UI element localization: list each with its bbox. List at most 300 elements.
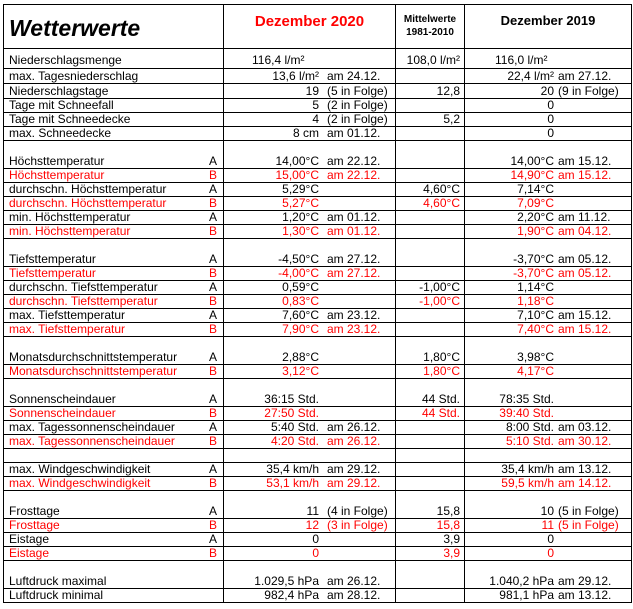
mean-value: 12,8 [436, 84, 460, 98]
current-note: am 27.12. [327, 252, 381, 266]
current-value-cell [224, 141, 396, 168]
empty-cell [396, 449, 465, 462]
label-cell [4, 239, 224, 266]
table-row [4, 309, 631, 323]
column-header-mean [396, 13, 464, 39]
mean-value: 1,80°C [423, 365, 460, 378]
mean-value-cell [396, 491, 465, 518]
label-cell [4, 365, 224, 378]
table-row [4, 547, 631, 561]
mean-value-cell [396, 239, 465, 266]
row-label: Frosttage [9, 504, 60, 518]
column-header-mean-line1: Mittelwerte [403, 14, 457, 25]
current-value-cell [224, 337, 396, 364]
previous-value-cell [465, 463, 631, 476]
previous-note: am 29.12. [558, 574, 612, 588]
previous-value: 0 [547, 533, 554, 546]
label-cell [4, 421, 224, 434]
page-title: Wetterwerte [9, 15, 141, 41]
current-note: am 01.12. [327, 225, 381, 238]
previous-value: 2,20°C [517, 211, 554, 224]
previous-value-cell [465, 84, 631, 98]
current-value-cell [224, 99, 396, 112]
mean-value: -1,00°C [419, 295, 460, 308]
table-row [4, 477, 631, 491]
mean-value-cell [396, 589, 465, 602]
previous-value-cell [465, 533, 631, 546]
row-label: durchschn. Tiefsttemperatur [9, 281, 158, 294]
current-value: 982,4 hPa [264, 589, 319, 602]
current-value-cell [224, 407, 396, 420]
previous-note: am 15.12. [558, 154, 612, 168]
current-note: am 29.12. [327, 477, 381, 490]
row-label: min. Höchsttemperatur [9, 225, 131, 238]
column-header-mean-line2: 1981-2010 [406, 27, 454, 38]
current-note: (5 in Folge) [327, 84, 388, 98]
table-row [4, 379, 631, 407]
current-value: 5 [312, 99, 319, 112]
current-value: 27:50 Std. [264, 407, 319, 420]
previous-value: 3,98°C [517, 350, 554, 364]
table-row [4, 84, 631, 99]
mean-value: 5,2 [443, 113, 460, 126]
table-row [4, 267, 631, 281]
previous-value-cell [465, 113, 631, 126]
label-cell [4, 309, 224, 322]
previous-value: 1,18°C [517, 295, 554, 308]
mean-value-cell [396, 197, 465, 210]
current-value: 7,60°C [282, 309, 319, 322]
station-marker: A [208, 252, 217, 266]
header-previous-cell [465, 5, 631, 48]
current-value-cell [224, 309, 396, 322]
previous-value-cell [465, 365, 631, 378]
row-label: Tage mit Schneedecke [9, 113, 131, 126]
previous-value-cell [465, 295, 631, 308]
table-row [4, 127, 631, 141]
mean-value: 44 Std. [421, 392, 460, 406]
current-value: 5:40 Std. [270, 421, 319, 434]
station-marker: A [208, 533, 217, 546]
table-row [4, 99, 631, 113]
current-value-cell [224, 477, 396, 490]
mean-value-cell [396, 309, 465, 322]
previous-note: am 11.12. [558, 211, 611, 224]
label-cell [4, 113, 224, 126]
current-value-cell [224, 491, 396, 518]
mean-value-cell [396, 281, 465, 294]
table-row [4, 197, 631, 211]
mean-value: 108,0 l/m² [406, 53, 460, 67]
previous-note: (5 in Folge) [558, 519, 619, 532]
current-value: 35,4 km/h [266, 463, 319, 476]
previous-value-cell [465, 323, 631, 336]
table-row [4, 225, 631, 239]
mean-value: 4,60°C [423, 197, 460, 210]
row-label: durchschn. Tiefsttemperatur [9, 295, 158, 308]
previous-note: am 13.12. [558, 589, 612, 602]
previous-value-cell [465, 547, 631, 560]
row-label: durchschn. Höchsttemperatur [9, 183, 167, 196]
mean-value-cell [396, 113, 465, 126]
station-marker: B [208, 323, 217, 336]
station-marker: B [208, 519, 217, 532]
label-cell [4, 169, 224, 182]
current-note: am 27.12. [327, 267, 381, 280]
label-cell [4, 589, 224, 602]
mean-value-cell [396, 421, 465, 434]
current-note: am 24.12. [327, 69, 381, 83]
current-value: 13,6 l/m² [272, 69, 319, 83]
label-cell [4, 211, 224, 224]
previous-value: 20 [540, 84, 554, 98]
current-value: -4,00°C [278, 267, 319, 280]
mean-value-cell [396, 519, 465, 532]
current-value: 4:20 Std. [270, 435, 319, 448]
previous-value-cell [465, 589, 631, 602]
header-mean-cell [396, 5, 465, 48]
station-marker: A [208, 211, 217, 224]
previous-note: am 15.12. [558, 169, 612, 182]
current-value-cell [224, 197, 396, 210]
previous-value: 0 [547, 99, 554, 112]
row-label: Sonnenscheindauer [9, 392, 116, 406]
label-cell [4, 183, 224, 196]
row-label: Luftdruck maximal [9, 574, 107, 588]
current-note: am 26.12. [327, 435, 381, 448]
mean-value-cell [396, 323, 465, 336]
current-value-cell [224, 281, 396, 294]
label-cell [4, 69, 224, 83]
mean-value-cell [396, 407, 465, 420]
row-label: Niederschlagstage [9, 84, 109, 98]
mean-value: 44 Std. [421, 407, 460, 420]
previous-value: 7,10°C [517, 309, 554, 322]
empty-cell [465, 449, 631, 462]
station-marker: B [208, 169, 217, 182]
mean-value-cell [396, 561, 465, 588]
previous-value: 7,09°C [517, 197, 554, 210]
table-row [4, 561, 631, 589]
mean-value-cell [396, 169, 465, 182]
mean-value-cell [396, 295, 465, 308]
previous-note: am 05.12. [558, 267, 612, 280]
table-row [4, 533, 631, 547]
label-cell [4, 519, 224, 532]
current-value: 7,90°C [282, 323, 319, 336]
current-value: 11 [306, 504, 319, 518]
row-label: max. Tagesniederschlag [9, 69, 139, 83]
current-value: -4,50°C [278, 252, 319, 266]
current-value: 36:15 Std. [264, 392, 319, 406]
station-marker: B [208, 435, 217, 448]
row-label: max. Tagessonnenscheindauer [9, 435, 175, 448]
column-header-current: Dezember 2020 [254, 13, 365, 30]
current-note: am 22.12. [327, 169, 381, 182]
empty-cell [224, 449, 396, 462]
previous-value-cell [465, 281, 631, 294]
mean-value-cell [396, 69, 465, 83]
table-row [4, 337, 631, 365]
previous-note: am 05.12. [558, 252, 612, 266]
previous-value: 4,17°C [517, 365, 554, 378]
row-label: max. Windgeschwindigkeit [9, 463, 151, 476]
previous-value: 116,0 l/m² [495, 53, 548, 67]
mean-value-cell [396, 99, 465, 112]
previous-note: am 04.12. [558, 225, 612, 238]
previous-value-cell [465, 491, 631, 518]
label-cell [4, 295, 224, 308]
previous-value-cell [465, 141, 631, 168]
table-row [4, 365, 631, 379]
station-marker: A [208, 504, 217, 518]
table-row [4, 281, 631, 295]
current-value-cell [224, 295, 396, 308]
mean-value: 15,8 [436, 504, 460, 518]
current-value: 0 [312, 547, 319, 560]
station-marker: B [208, 197, 217, 210]
previous-value-cell [465, 225, 631, 238]
table-row [4, 141, 631, 169]
previous-value: 22,4 l/m² [507, 69, 554, 83]
current-value-cell [224, 435, 396, 448]
current-value-cell [224, 547, 396, 560]
row-label: Monatsdurchschnittstemperatur [9, 365, 178, 378]
station-marker: A [208, 463, 217, 476]
previous-value-cell [465, 379, 631, 406]
current-value-cell [224, 169, 396, 182]
station-marker: B [208, 225, 217, 238]
row-label: max. Tiefsttemperatur [9, 323, 126, 336]
row-label: Höchsttemperatur [9, 154, 105, 168]
mean-value-cell [396, 337, 465, 364]
previous-value: 1,14°C [517, 281, 554, 294]
current-value: 1.029,5 hPa [254, 574, 319, 588]
row-label: max. Schneedecke [9, 127, 112, 140]
row-label: Höchsttemperatur [9, 169, 105, 182]
previous-value-cell [465, 561, 631, 588]
previous-value-cell [465, 337, 631, 364]
current-value: 116,4 l/m² [252, 53, 305, 67]
previous-note: am 13.12. [558, 463, 612, 476]
mean-value: 1,80°C [423, 350, 460, 364]
previous-value-cell [465, 309, 631, 322]
previous-note: (9 in Folge) [558, 84, 619, 98]
mean-value-cell [396, 84, 465, 98]
mean-value-cell [396, 477, 465, 490]
current-note: am 29.12. [327, 463, 381, 476]
row-label: Tage mit Schneefall [9, 99, 114, 112]
current-value-cell [224, 183, 396, 196]
current-value-cell [224, 379, 396, 406]
previous-value: 8:00 Std. [505, 421, 554, 434]
previous-value-cell [465, 197, 631, 210]
header-current-cell [224, 5, 396, 48]
mean-value: 4,60°C [423, 183, 460, 196]
empty-cell [4, 449, 224, 462]
mean-value: -1,00°C [419, 281, 460, 294]
previous-value: 1,90°C [517, 225, 554, 238]
previous-value: 7,40°C [517, 323, 554, 336]
previous-value: -3,70°C [513, 252, 554, 266]
table-row [4, 295, 631, 309]
current-value-cell [224, 49, 396, 68]
label-cell [4, 407, 224, 420]
label-cell [4, 337, 224, 364]
row-label: durchschn. Höchsttemperatur [9, 197, 167, 210]
current-value-cell [224, 211, 396, 224]
row-label: Eistage [9, 547, 50, 560]
mean-value-cell [396, 141, 465, 168]
current-value-cell [224, 519, 396, 532]
label-cell [4, 323, 224, 336]
label-cell [4, 267, 224, 280]
current-note: am 23.12. [327, 323, 381, 336]
station-marker: A [208, 281, 217, 294]
previous-value-cell [465, 519, 631, 532]
current-value-cell [224, 365, 396, 378]
current-note: (2 in Folge) [327, 99, 388, 112]
previous-value-cell [465, 69, 631, 83]
station-marker: B [208, 295, 217, 308]
table-row [4, 113, 631, 127]
station-marker: B [208, 547, 217, 560]
column-header-previous: Dezember 2019 [500, 13, 596, 28]
previous-value: -3,70°C [513, 267, 554, 280]
previous-note: am 27.12. [558, 69, 612, 83]
mean-value-cell [396, 267, 465, 280]
table-row [4, 491, 631, 519]
current-value: 5,27°C [282, 197, 319, 210]
station-marker: A [208, 309, 217, 322]
label-cell [4, 435, 224, 448]
table-row [4, 323, 631, 337]
previous-value: 981,1 hPa [499, 589, 554, 602]
table-row [4, 519, 631, 533]
mean-value-cell [396, 211, 465, 224]
row-label: Monatsdurchschnittstemperatur [9, 350, 178, 364]
row-label: max. Tagessonnenscheindauer [9, 421, 175, 434]
previous-value: 0 [547, 127, 554, 140]
mean-value-cell [396, 463, 465, 476]
mean-value-cell [396, 183, 465, 196]
current-value: 0 [312, 533, 319, 546]
previous-value-cell [465, 477, 631, 490]
previous-value-cell [465, 49, 631, 68]
table-row [4, 421, 631, 435]
current-value: 2,88°C [282, 350, 319, 364]
previous-value: 11 [541, 519, 554, 532]
current-value: 8 cm [292, 127, 319, 140]
current-value: 0,83°C [282, 295, 319, 308]
current-note: am 01.12. [327, 127, 381, 140]
current-note: (3 in Folge) [327, 519, 388, 532]
header-row [4, 5, 631, 49]
station-marker: A [208, 421, 217, 434]
previous-value-cell [465, 183, 631, 196]
previous-value: 59,5 km/h [501, 477, 554, 490]
mean-value-cell [396, 365, 465, 378]
previous-value: 10 [540, 504, 554, 518]
current-note: am 28.12. [327, 589, 381, 602]
previous-note: am 15.12. [558, 309, 612, 322]
station-marker: B [208, 365, 217, 378]
previous-value-cell [465, 127, 631, 140]
station-marker: B [208, 477, 217, 490]
current-value-cell [224, 323, 396, 336]
current-value: 5,29°C [282, 183, 319, 196]
previous-value: 5:10 Std. [505, 435, 554, 448]
label-cell [4, 281, 224, 294]
previous-value: 39:40 Std. [499, 407, 554, 420]
previous-value-cell [465, 267, 631, 280]
previous-value-cell [465, 169, 631, 182]
station-marker: A [208, 183, 217, 196]
label-cell [4, 99, 224, 112]
previous-value-cell [465, 435, 631, 448]
current-note: (2 in Folge) [327, 113, 388, 126]
label-cell [4, 491, 224, 518]
mean-value-cell [396, 379, 465, 406]
station-marker: B [208, 407, 217, 420]
current-value: 12 [305, 519, 319, 532]
table-row [4, 211, 631, 225]
table-row [4, 407, 631, 421]
table-row [4, 169, 631, 183]
mean-value: 3,9 [443, 547, 460, 560]
previous-value: 14,90°C [510, 169, 554, 182]
mean-value-cell [396, 127, 465, 140]
previous-value-cell [465, 211, 631, 224]
current-value-cell [224, 225, 396, 238]
label-cell [4, 533, 224, 546]
station-marker: A [208, 350, 217, 364]
mean-value-cell [396, 435, 465, 448]
current-value-cell [224, 463, 396, 476]
label-cell [4, 379, 224, 406]
row-label: max. Windgeschwindigkeit [9, 477, 151, 490]
current-value: 0,59°C [282, 281, 319, 294]
previous-note: (5 in Folge) [558, 504, 619, 518]
mean-value: 15,8 [436, 519, 460, 532]
previous-value: 78:35 Std. [499, 392, 554, 406]
current-value-cell [224, 421, 396, 434]
previous-value: 14,00°C [510, 154, 554, 168]
previous-value-cell [465, 421, 631, 434]
previous-note: am 15.12. [558, 323, 612, 336]
current-note: am 01.12. [327, 211, 381, 224]
label-cell [4, 141, 224, 168]
spacer-row [4, 449, 631, 463]
header-title-cell [4, 5, 224, 48]
current-value-cell [224, 267, 396, 280]
current-value: 4 [312, 113, 319, 126]
current-value: 19 [305, 84, 319, 98]
current-note: am 22.12. [327, 154, 381, 168]
table-row [4, 463, 631, 477]
mean-value-cell [396, 225, 465, 238]
current-value-cell [224, 239, 396, 266]
table-row [4, 183, 631, 197]
label-cell [4, 547, 224, 560]
previous-value-cell [465, 239, 631, 266]
current-value-cell [224, 533, 396, 546]
current-value-cell [224, 589, 396, 602]
row-label: max. Tiefsttemperatur [9, 309, 126, 322]
label-cell [4, 49, 224, 68]
previous-value-cell [465, 99, 631, 112]
row-label: Niederschlagsmenge [9, 53, 122, 67]
